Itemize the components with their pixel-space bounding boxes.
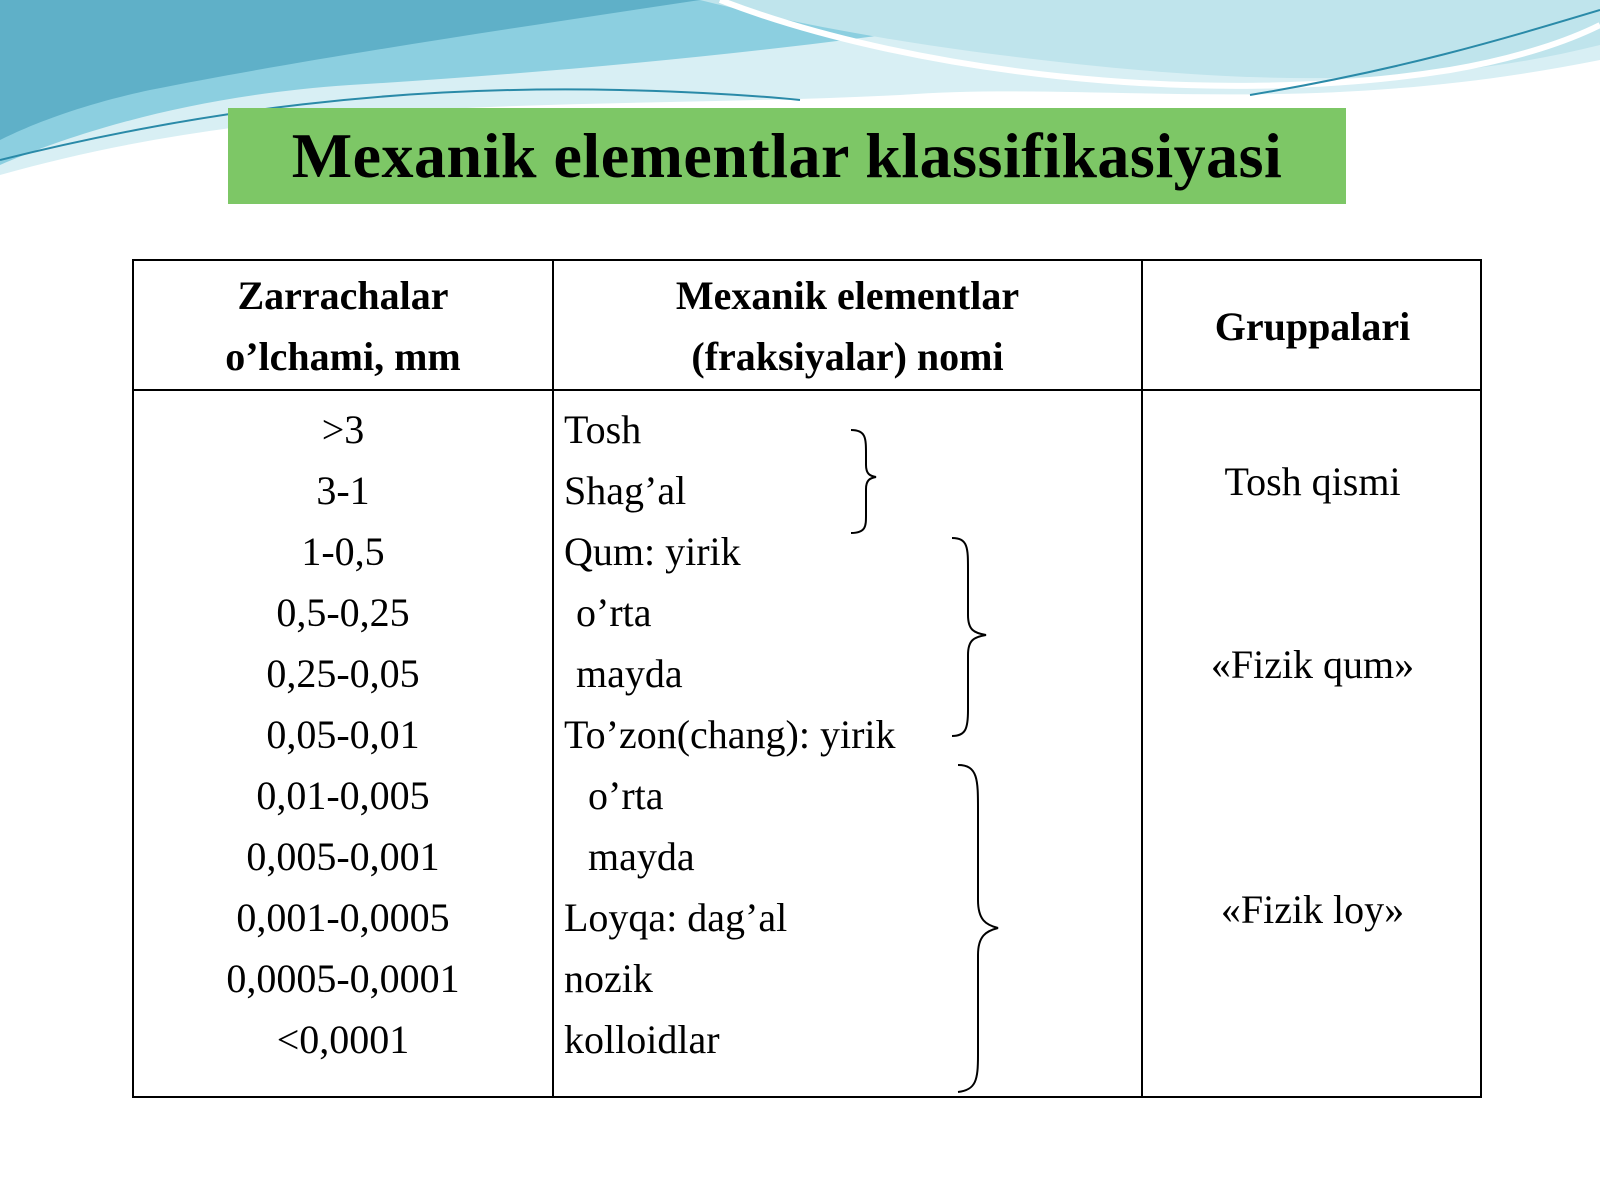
- header-name: [554, 261, 1141, 391]
- fraction-name: mayda: [576, 651, 683, 696]
- size-cell: 0,01-0,005: [256, 773, 430, 818]
- title-banner: [228, 108, 1346, 204]
- size-cell: 0,5-0,25: [276, 590, 410, 635]
- group-tosh-qismi: Tosh qismi: [1224, 459, 1401, 504]
- slide-title: Mexanik elementlar klassifikasiyasi: [291, 120, 1283, 191]
- size-cell: >3: [321, 407, 365, 452]
- size-cell: 3-1: [316, 468, 370, 513]
- header-name-line1: Mexanik elementlar: [675, 273, 1020, 318]
- fraction-name: Tosh: [564, 407, 642, 452]
- header-group: [1143, 261, 1482, 391]
- fraction-name: To’zon(chang): yirik: [564, 712, 896, 757]
- header-size-line2: o’lchami, mm: [225, 334, 461, 379]
- size-cell: 0,005-0,001: [246, 834, 440, 879]
- size-cell: 0,001-0,0005: [236, 895, 450, 940]
- size-cell: 1-0,5: [301, 529, 385, 574]
- header-size-line1: Zarrachalar: [237, 273, 449, 318]
- group-fizik-qum: «Fizik qum»: [1210, 642, 1415, 687]
- size-cell: 0,0005-0,0001: [226, 956, 460, 1001]
- fraction-name: Shag’al: [564, 468, 687, 513]
- fraction-name: o’rta: [588, 773, 664, 818]
- header-size: [134, 261, 552, 391]
- size-cell: <0,0001: [276, 1017, 410, 1062]
- header-group-label: Gruppalari: [1214, 303, 1411, 349]
- fraction-name: Qum: yirik: [564, 529, 741, 574]
- fraction-name: Loyqa: dag’al: [564, 895, 788, 940]
- fraction-name: nozik: [564, 956, 653, 1001]
- fraction-name: kolloidlar: [564, 1017, 720, 1062]
- header-name-line2: (fraksiyalar) nomi: [691, 334, 1004, 379]
- fraction-name: o’rta: [576, 590, 652, 635]
- size-cell: 0,05-0,01: [266, 712, 420, 757]
- group-fizik-loy: «Fizik loy»: [1220, 887, 1405, 932]
- fraction-name: mayda: [588, 834, 695, 879]
- size-cell: 0,25-0,05: [266, 651, 420, 696]
- classification-table: [132, 259, 1482, 1098]
